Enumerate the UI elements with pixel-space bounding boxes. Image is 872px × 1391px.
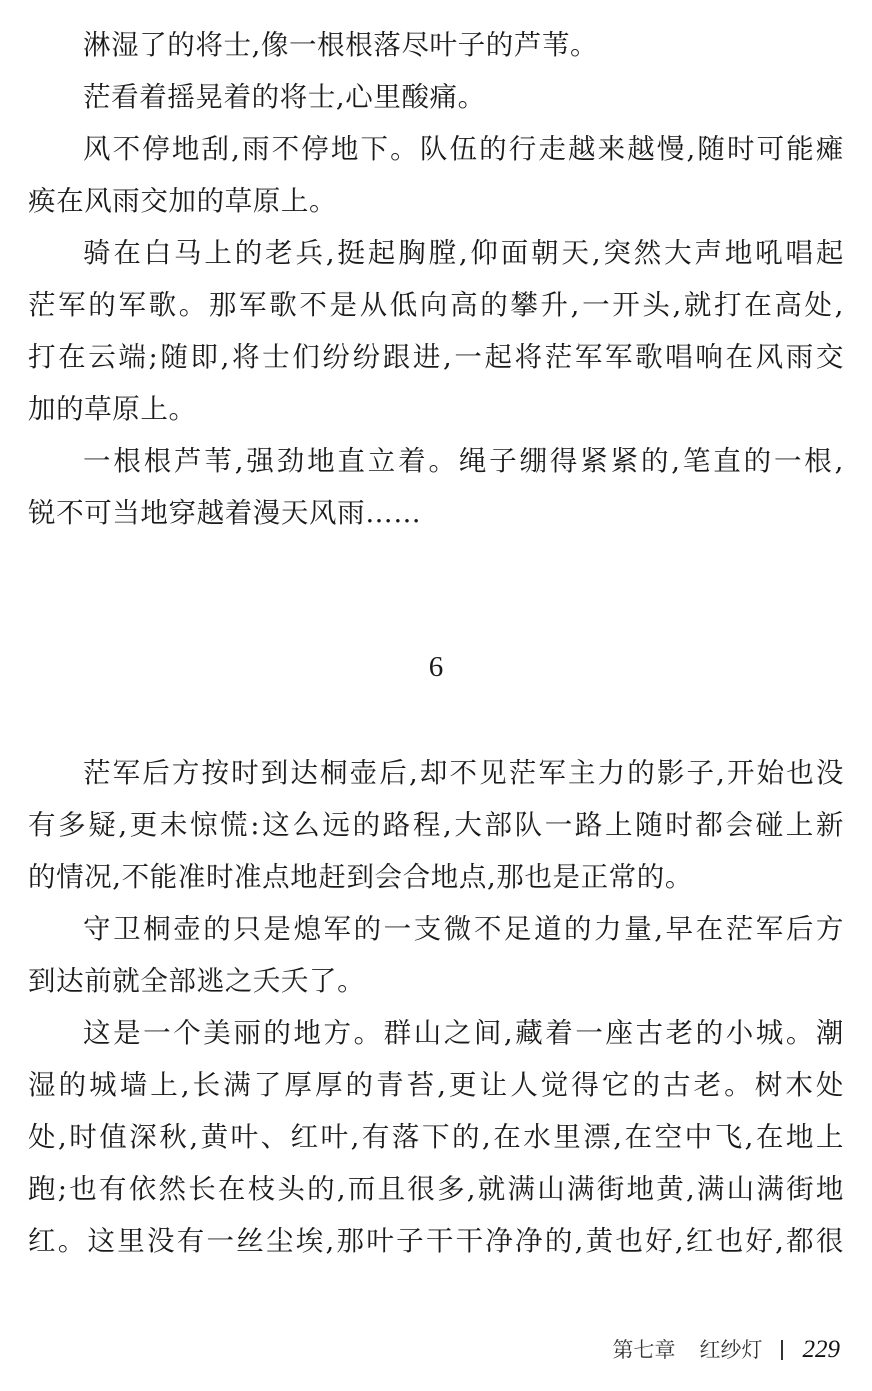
text-line: 打在云端;随即,将士们纷纷跟进,一起将茫军军歌唱响在风雨交 <box>28 341 844 373</box>
text-line: 湿的城墙上,长满了厚厚的青苔,更让人觉得它的古老。树木处 <box>28 1069 844 1101</box>
text-line: 守卫桐壶的只是熄军的一支微不足道的力量,早在茫军后方 <box>83 913 844 945</box>
text-line: 风不停地刮,雨不停地下。队伍的行走越来越慢,随时可能瘫 <box>83 133 844 165</box>
footer-divider <box>781 1340 783 1360</box>
text-line: 到达前就全部逃之夭夭了。 <box>28 965 366 997</box>
chapter-title: 红纱灯 <box>699 1338 763 1362</box>
text-line: 的情况,不能准时准点地赶到会合地点,那也是正常的。 <box>28 861 693 893</box>
text-line: 淋湿了的将士,像一根根落尽叶子的芦苇。 <box>83 29 599 61</box>
section-number: 6 <box>428 651 444 683</box>
text-line: 处,时值深秋,黄叶、红叶,有落下的,在水里漂,在空中飞,在地上 <box>28 1121 844 1153</box>
text-line: 茫军的军歌。那军歌不是从低向高的攀升,一开头,就打在高处, <box>28 289 844 321</box>
text-line: 跑;也有依然长在枝头的,而且很多,就满山满街地黄,满山满街地 <box>28 1173 844 1205</box>
text-line: 锐不可当地穿越着漫天风雨…… <box>28 497 422 529</box>
text-line: 茫军后方按时到达桐壶后,却不见茫军主力的影子,开始也没 <box>83 757 844 789</box>
text-line: 红。这里没有一丝尘埃,那叶子干干净净的,黄也好,红也好,都很 <box>28 1225 844 1257</box>
text-line: 骑在白马上的老兵,挺起胸膛,仰面朝天,突然大声地吼唱起 <box>83 237 844 269</box>
text-line: 茫看着摇晃着的将士,心里酸痛。 <box>83 81 486 113</box>
text-line: 痪在风雨交加的草原上。 <box>28 185 338 217</box>
chapter-label: 第七章 <box>612 1338 676 1362</box>
text-line: 加的草原上。 <box>28 393 197 425</box>
page-number: 229 <box>802 1336 840 1363</box>
text-line: 这是一个美丽的地方。群山之间,藏着一座古老的小城。潮 <box>83 1017 844 1049</box>
page-footer <box>613 1330 841 1370</box>
text-line: 一根根芦苇,强劲地直立着。绳子绷得紧紧的,笔直的一根, <box>83 445 844 477</box>
text-line: 有多疑,更未惊慌:这么远的路程,大部队一路上随时都会碰上新 <box>28 809 844 841</box>
